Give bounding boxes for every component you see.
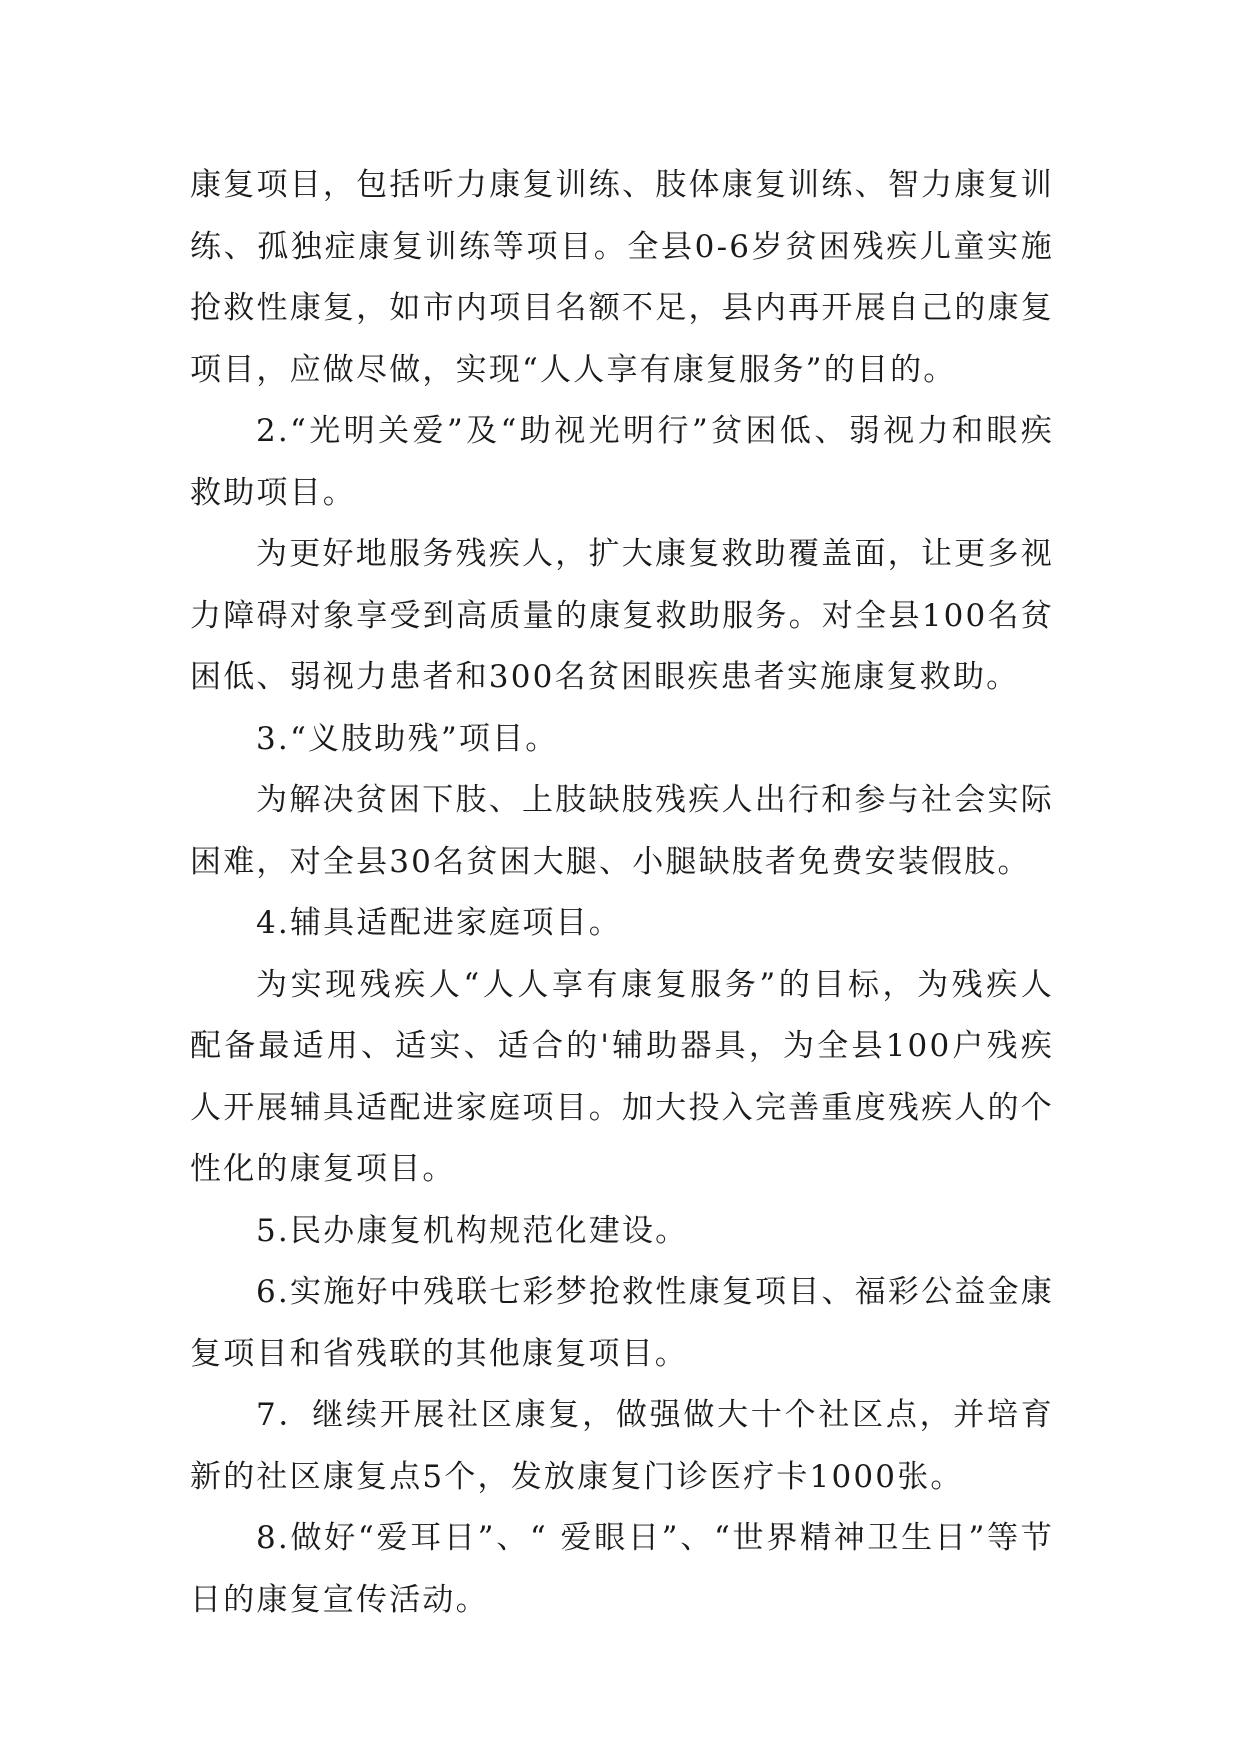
paragraph-6: 4.辅具适配进家庭项目。: [256, 905, 622, 941]
paragraph-5: 为解决贫困下肢、上肢缺肢残疾人出行和参与社会实际困难，对全县30名贫困大腿、小腿缺肢者免费安装假肢。: [190, 782, 1054, 880]
paragraph-8: 5.民办康复机构规范化建设。: [256, 1212, 689, 1249]
paragraph-2: 2.“光明关爱”及“助视光明行”贫困低、弱视力和眼疾救助项目。: [190, 413, 1054, 511]
paragraph-4: 3.“义肢助残”项目。: [256, 720, 559, 757]
paragraph-1: 康复项目，包括听力康复训练、肢体康复训练、智力康复训练、孤独症康复训练等项目。全县0-6岁贫困残疾儿童实施抢救性康复，如市内项目名额不足，县内再开展自己的康复项目，应做尽做，实现“人人享有康复服务”的目的。: [190, 167, 1054, 388]
paragraph-7: 为实现残疾人“人人享有康复服务”的目标，为残疾人配备最适用、适实、适合的'辅助器具，为全县100户残疾人开展辅具适配进家庭项目。加大投入完善重度残疾人的个性化的康复项目。: [190, 966, 1054, 1187]
document-body: [190, 155, 1054, 1631]
paragraph-3: 为更好地服务残疾人，扩大康复救助覆盖面，让更多视力障碍对象享受到高质量的康复救助服务。对全县100名贫困低、弱视力患者和300名贫困眼疾患者实施康复救助。: [190, 536, 1054, 695]
paragraph-9: 6.实施好中残联七彩梦抢救性康复项目、福彩公益金康复项目和省残联的其他康复项目。: [190, 1274, 1054, 1372]
paragraph-11: 8.做好“爱耳日”、“ 爱眼日”、“世界精神卫生日”等节日的康复宣传活动。: [190, 1520, 1054, 1618]
paragraph-10: 7．继续开展社区康复，做强做大十个社区点，并培育新的社区康复点5个，发放康复门诊医疗卡1000张。: [190, 1397, 1054, 1495]
